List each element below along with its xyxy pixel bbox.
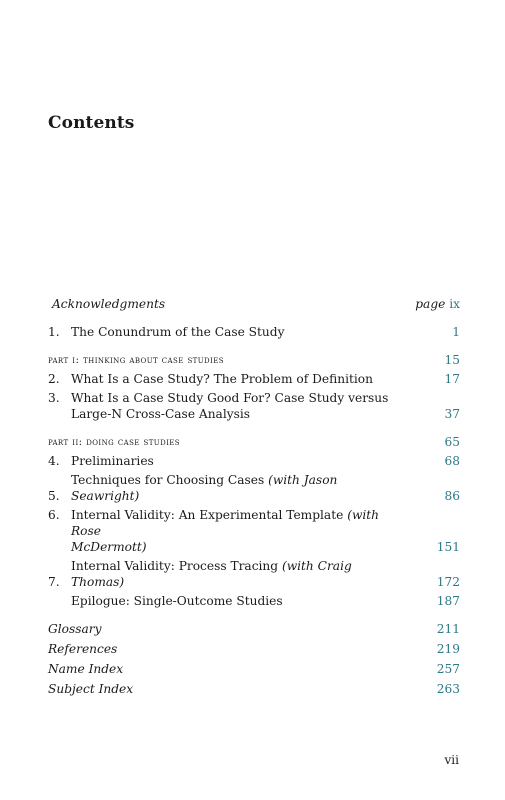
contributor-line-2: McDermott) (71, 540, 147, 554)
page-number: 172 (436, 575, 460, 589)
page-number: 263 (436, 682, 460, 696)
contributor-line-1: (with Rose (71, 508, 380, 538)
toc-entry-glossary[interactable] (48, 621, 460, 637)
toc-entry-references[interactable] (48, 641, 460, 657)
entry-label: Name Index (48, 662, 124, 676)
chapter-number: 7. (48, 575, 60, 589)
toc-part-2[interactable] (48, 434, 460, 450)
page-number: 17 (444, 372, 460, 386)
toc-entry-chapter-1[interactable] (48, 324, 460, 340)
toc-part-1[interactable] (48, 352, 460, 368)
toc-entry-acknowledgments[interactable] (48, 296, 460, 312)
page-number: 219 (436, 642, 460, 656)
entry-label: References (48, 642, 118, 656)
page-number: 211 (436, 622, 460, 636)
chapter-number: 5. (48, 489, 60, 503)
page-number: 257 (436, 662, 460, 676)
entry-label: Epilogue: Single-Outcome Studies (71, 594, 283, 608)
entry-label: Internal Validity: An Experimental Template (71, 508, 348, 522)
part-label: part i: thinking about case studies (48, 354, 224, 366)
toc-entry-epilogue[interactable] (48, 593, 460, 609)
page-folio: vii (444, 753, 459, 767)
toc-entry-chapter-4[interactable] (48, 453, 460, 469)
entry-label: Internal Validity: Process Tracing (71, 559, 282, 573)
page-number: 37 (444, 407, 460, 421)
chapter-number: 2. (48, 372, 60, 386)
page-number: 1 (452, 325, 460, 339)
entry-label-line-1: What Is a Case Study Good For? Case Study versus (71, 391, 389, 405)
toc-entry-chapter-6[interactable] (48, 507, 460, 555)
toc-entry-chapter-7[interactable] (48, 558, 460, 590)
page-number: 15 (444, 353, 460, 367)
page-number: 86 (444, 489, 460, 503)
page-number: 65 (444, 435, 460, 449)
toc-entry-chapter-5[interactable] (48, 472, 460, 504)
toc-entry-chapter-2[interactable] (48, 371, 460, 387)
chapter-number: 1. (48, 325, 60, 339)
entry-label: Techniques for Choosing Cases (71, 473, 269, 487)
page-number: ix (449, 297, 460, 311)
contributor: (with Jason Seawright) (71, 473, 338, 503)
entry-label: Glossary (48, 622, 102, 636)
page-number: 151 (436, 540, 460, 554)
chapter-number: 4. (48, 454, 60, 468)
page-number: 68 (444, 454, 460, 468)
table-of-contents (48, 296, 460, 697)
entry-label: Acknowledgments (52, 297, 166, 311)
page-title: Contents (48, 113, 135, 133)
entry-label: What Is a Case Study? The Problem of Definition (71, 372, 373, 386)
entry-label: The Conundrum of the Case Study (71, 325, 285, 339)
toc-entry-subject-index[interactable] (48, 681, 460, 697)
chapter-number: 3. (48, 391, 60, 405)
part-label: part ii: doing case studies (48, 436, 180, 448)
entry-label: Subject Index (48, 682, 134, 696)
entry-label-line-2: Large-N Cross-Case Analysis (71, 407, 251, 421)
page-number: 187 (436, 594, 460, 608)
toc-entry-chapter-3[interactable] (48, 390, 460, 422)
entry-label: Preliminaries (71, 454, 154, 468)
toc-entry-name-index[interactable] (48, 661, 460, 677)
page-prefix: page (415, 297, 446, 311)
contributor: (with Craig Thomas) (71, 559, 352, 589)
chapter-number: 6. (48, 508, 60, 522)
